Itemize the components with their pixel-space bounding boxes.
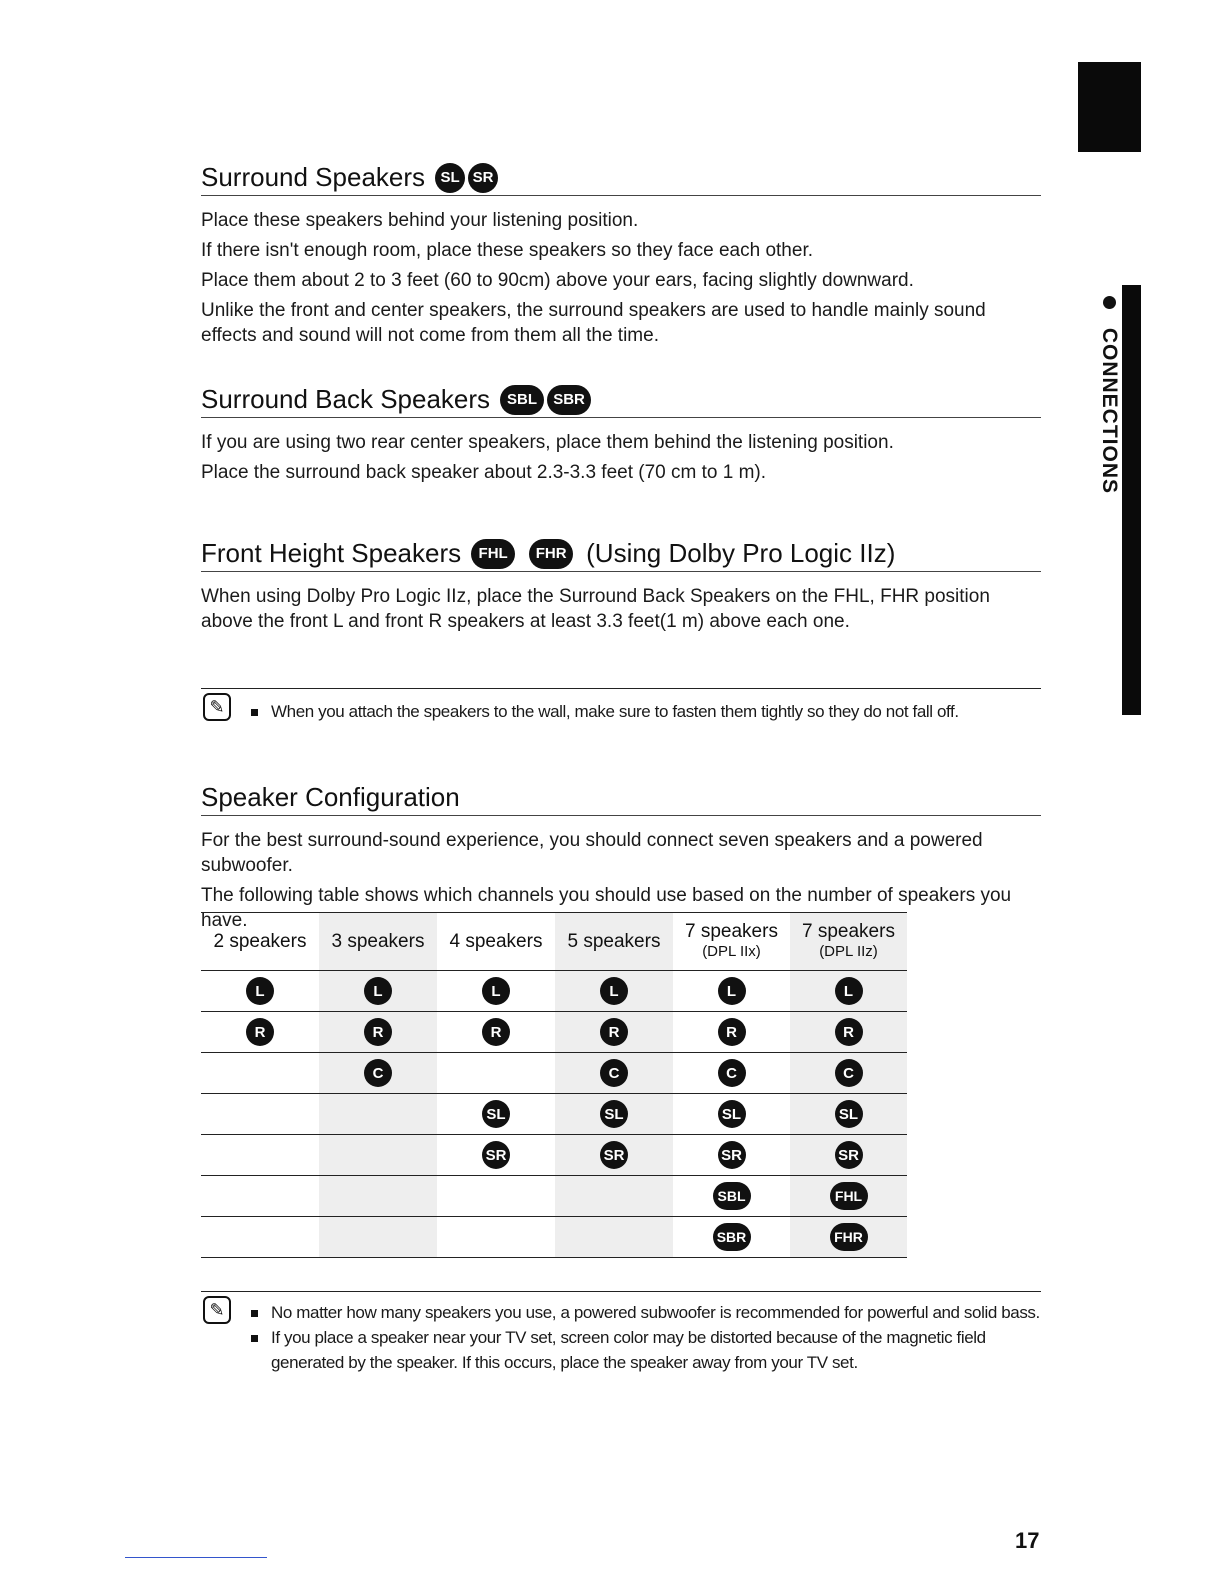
speaker-l-icon: L bbox=[835, 977, 863, 1005]
table-cell bbox=[555, 1053, 673, 1094]
table-cell bbox=[555, 1176, 673, 1217]
column-header-3-speakers: 3 speakers bbox=[319, 913, 437, 971]
paragraph: If there isn't enough room, place these speakers so they face each other. bbox=[201, 240, 813, 261]
surround-back-section bbox=[201, 384, 1041, 485]
speaker-l-icon: L bbox=[600, 977, 628, 1005]
table-cell bbox=[555, 1094, 673, 1135]
table-cell bbox=[673, 1135, 790, 1176]
table-cell bbox=[790, 1217, 907, 1258]
table-cell bbox=[319, 1135, 437, 1176]
table-cell bbox=[790, 971, 907, 1012]
surround-speakers-title: Surround Speakers bbox=[201, 162, 426, 192]
speaker-sbl-icon: SBL bbox=[500, 385, 544, 415]
table-cell bbox=[437, 1135, 555, 1176]
table-cell bbox=[555, 1135, 673, 1176]
table-row bbox=[201, 1135, 907, 1176]
table-cell bbox=[437, 971, 555, 1012]
table-cell bbox=[319, 1053, 437, 1094]
table-cell bbox=[201, 1094, 319, 1135]
speaker-sr-icon: SR bbox=[482, 1141, 510, 1169]
front-height-heading bbox=[201, 538, 1041, 572]
speaker-r-icon: R bbox=[718, 1018, 746, 1046]
speaker-sr-icon: SR bbox=[468, 163, 498, 193]
section-side-label bbox=[1097, 296, 1121, 494]
paragraph: Place the surround back speaker about 2.3-3.3 feet (70 cm to 1 m). bbox=[201, 462, 767, 483]
page-number: 17 bbox=[1015, 1528, 1040, 1553]
speaker-sbl-icon: SBL bbox=[713, 1182, 751, 1210]
speaker-l-icon: L bbox=[482, 977, 510, 1005]
speaker-sbr-icon: SBR bbox=[713, 1223, 751, 1251]
speaker-sr-icon: SR bbox=[835, 1141, 863, 1169]
table-cell bbox=[555, 1012, 673, 1053]
note-item: If you place a speaker near your TV set, screen color may be distorted because of the magnetic field generated by the speaker. If this occurs, place the speaker away from your TV set. bbox=[251, 1325, 1041, 1375]
table-cell bbox=[319, 1217, 437, 1258]
footer-rule bbox=[125, 1557, 267, 1558]
speaker-fhl-icon: FHL bbox=[830, 1182, 868, 1210]
table-cell bbox=[319, 1176, 437, 1217]
paragraph: Place these speakers behind your listening position. bbox=[201, 210, 639, 231]
speaker-r-icon: R bbox=[246, 1018, 274, 1046]
speaker-r-icon: R bbox=[364, 1018, 392, 1046]
table-cell bbox=[555, 1217, 673, 1258]
speaker-r-icon: R bbox=[482, 1018, 510, 1046]
table-cell bbox=[437, 1176, 555, 1217]
table-cell bbox=[319, 1094, 437, 1135]
note-item: No matter how many speakers you use, a powered subwoofer is recommended for powerful and solid bass. bbox=[251, 1300, 1041, 1325]
note-block-subwoofer bbox=[201, 1291, 1041, 1375]
table-cell bbox=[437, 1053, 555, 1094]
speaker-l-icon: L bbox=[246, 977, 274, 1005]
table-cell bbox=[673, 971, 790, 1012]
surround-back-heading bbox=[201, 384, 1041, 418]
table-cell bbox=[673, 1012, 790, 1053]
section-tab-marker bbox=[1078, 62, 1141, 152]
speaker-r-icon: R bbox=[835, 1018, 863, 1046]
speaker-c-icon: C bbox=[718, 1059, 746, 1087]
paragraph: When using Dolby Pro Logic IIz, place the Surround Back Speakers on the FHL, FHR position above the front L and front R speakers at least 3.3 feet(1 m) above each one. bbox=[201, 586, 990, 632]
paragraph: Place them about 2 to 3 feet (60 to 90cm) above your ears, facing slightly downward. bbox=[201, 270, 914, 291]
surround-speakers-section bbox=[201, 162, 1041, 348]
speaker-sl-icon: SL bbox=[435, 163, 465, 193]
speaker-config-title: Speaker Configuration bbox=[201, 782, 460, 812]
note-block-wall-mount bbox=[201, 688, 1041, 724]
table-cell bbox=[319, 1012, 437, 1053]
table-row bbox=[201, 1012, 907, 1053]
speaker-l-icon: L bbox=[718, 977, 746, 1005]
table-row bbox=[201, 1053, 907, 1094]
speaker-sl-icon: SL bbox=[482, 1100, 510, 1128]
table-row bbox=[201, 1094, 907, 1135]
section-side-label-text: CONNECTIONS bbox=[1098, 327, 1121, 495]
column-header-7-speakers-dpl-iix: 7 speakers (DPL IIx) bbox=[673, 913, 790, 971]
speaker-sr-icon: SR bbox=[718, 1141, 746, 1169]
speaker-sl-icon: SL bbox=[835, 1100, 863, 1128]
surround-speakers-heading bbox=[201, 162, 1041, 196]
speaker-fhr-icon: FHR bbox=[529, 539, 573, 569]
bullet-dot-icon bbox=[1103, 296, 1116, 309]
column-header-2-speakers: 2 speakers bbox=[201, 913, 319, 971]
table-cell bbox=[790, 1012, 907, 1053]
paragraph: The following table shows which channels you should use based on the number of speakers you have. bbox=[201, 885, 1012, 931]
table-row bbox=[201, 1217, 907, 1258]
speaker-l-icon: L bbox=[364, 977, 392, 1005]
table-cell bbox=[201, 1217, 319, 1258]
note-icon: ✎ bbox=[203, 1296, 231, 1324]
table-header-row bbox=[201, 913, 907, 971]
table-cell bbox=[437, 1094, 555, 1135]
table-cell bbox=[437, 1012, 555, 1053]
table-cell bbox=[673, 1217, 790, 1258]
note-item: When you attach the speakers to the wall, make sure to fasten them tightly so they do not fall off. bbox=[251, 699, 1041, 724]
speaker-sl-icon: SL bbox=[718, 1100, 746, 1128]
table-cell bbox=[201, 971, 319, 1012]
table-cell bbox=[790, 1053, 907, 1094]
table-cell bbox=[790, 1135, 907, 1176]
speaker-fhr-icon: FHR bbox=[830, 1223, 868, 1251]
table-cell bbox=[673, 1053, 790, 1094]
table-cell bbox=[790, 1094, 907, 1135]
speaker-config-heading bbox=[201, 782, 1041, 816]
table-cell bbox=[201, 1012, 319, 1053]
table-cell bbox=[673, 1176, 790, 1217]
speaker-r-icon: R bbox=[600, 1018, 628, 1046]
front-height-title: Front Height Speakers bbox=[201, 538, 462, 568]
section-tab-bar bbox=[1122, 285, 1141, 715]
speaker-sl-icon: SL bbox=[600, 1100, 628, 1128]
paragraph: If you are using two rear center speakers, place them behind the listening position. bbox=[201, 432, 894, 453]
table-cell bbox=[319, 971, 437, 1012]
speaker-sbr-icon: SBR bbox=[547, 385, 591, 415]
speaker-c-icon: C bbox=[600, 1059, 628, 1087]
speaker-config-section bbox=[201, 782, 1041, 933]
speaker-sr-icon: SR bbox=[600, 1141, 628, 1169]
paragraph: Unlike the front and center speakers, the surround speakers are used to handle mainly sound effects and sound will not come from them all the time. bbox=[201, 300, 986, 346]
speaker-c-icon: C bbox=[364, 1059, 392, 1087]
table-cell bbox=[437, 1217, 555, 1258]
paragraph: For the best surround-sound experience, you should connect seven speakers and a powered subwoofer. bbox=[201, 830, 983, 876]
column-header-5-speakers: 5 speakers bbox=[555, 913, 673, 971]
front-height-section bbox=[201, 538, 1041, 634]
table-cell bbox=[790, 1176, 907, 1217]
table-row bbox=[201, 1176, 907, 1217]
table-cell bbox=[201, 1135, 319, 1176]
speaker-fhl-icon: FHL bbox=[471, 539, 515, 569]
front-height-subtitle: (Using Dolby Pro Logic IIz) bbox=[586, 538, 896, 568]
table-cell bbox=[201, 1053, 319, 1094]
note-icon: ✎ bbox=[203, 693, 231, 721]
surround-back-title: Surround Back Speakers bbox=[201, 384, 491, 414]
column-header-4-speakers: 4 speakers bbox=[437, 913, 555, 971]
speaker-config-table bbox=[201, 912, 907, 1258]
table-cell bbox=[555, 971, 673, 1012]
table-row bbox=[201, 971, 907, 1012]
table-cell bbox=[201, 1176, 319, 1217]
speaker-c-icon: C bbox=[835, 1059, 863, 1087]
column-header-7-speakers-dpl-iiz: 7 speakers (DPL IIz) bbox=[790, 913, 907, 971]
table-cell bbox=[673, 1094, 790, 1135]
